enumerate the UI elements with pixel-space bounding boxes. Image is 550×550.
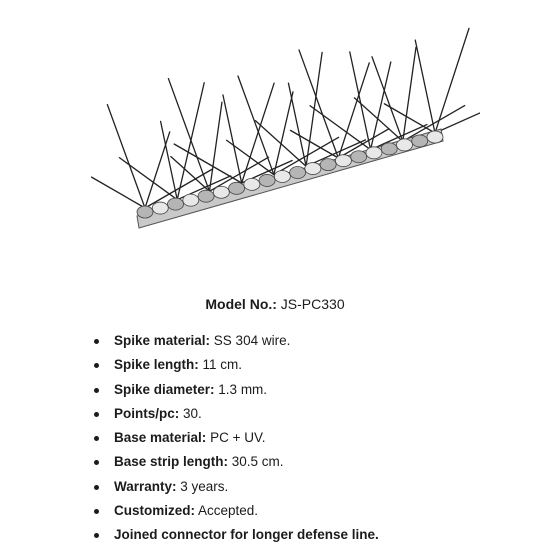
spec-item xyxy=(92,355,379,379)
model-number-line xyxy=(0,296,550,312)
spec-value: 3 years. xyxy=(176,478,229,494)
spec-label: Spike length: xyxy=(114,357,199,373)
spec-label: Base material: xyxy=(114,430,207,446)
spec-value: 30. xyxy=(179,405,202,421)
spec-label: Customized: xyxy=(114,503,195,519)
spec-item xyxy=(92,428,379,452)
spec-value: 11 cm. xyxy=(198,357,243,373)
spec-label: Joined connector for longer defense line. xyxy=(114,527,379,543)
spec-item xyxy=(92,525,379,549)
bird-spike-product-image xyxy=(90,18,480,248)
spec-item xyxy=(92,331,379,355)
spec-item xyxy=(92,404,379,428)
spec-item xyxy=(92,452,379,476)
spec-label: Spike diameter: xyxy=(114,381,215,397)
spec-list xyxy=(92,331,379,550)
spec-label: Spike material: xyxy=(114,333,211,348)
spec-value: 30.5 cm. xyxy=(228,454,284,470)
spec-item xyxy=(92,380,379,404)
spec-label: Base strip length: xyxy=(114,454,229,470)
spec-value: PC + UV. xyxy=(206,430,266,446)
model-number-value: JS-PC330 xyxy=(276,296,345,312)
spec-item xyxy=(92,501,379,525)
model-number-label: Model No.: xyxy=(205,296,277,312)
spec-value: Accepted. xyxy=(195,503,259,519)
spec-label: Points/pc: xyxy=(114,405,180,421)
spec-value: SS 304 wire. xyxy=(210,333,291,348)
spec-value: 1.3 mm. xyxy=(214,381,268,397)
spec-item xyxy=(92,477,379,501)
spec-label: Warranty: xyxy=(114,478,177,494)
